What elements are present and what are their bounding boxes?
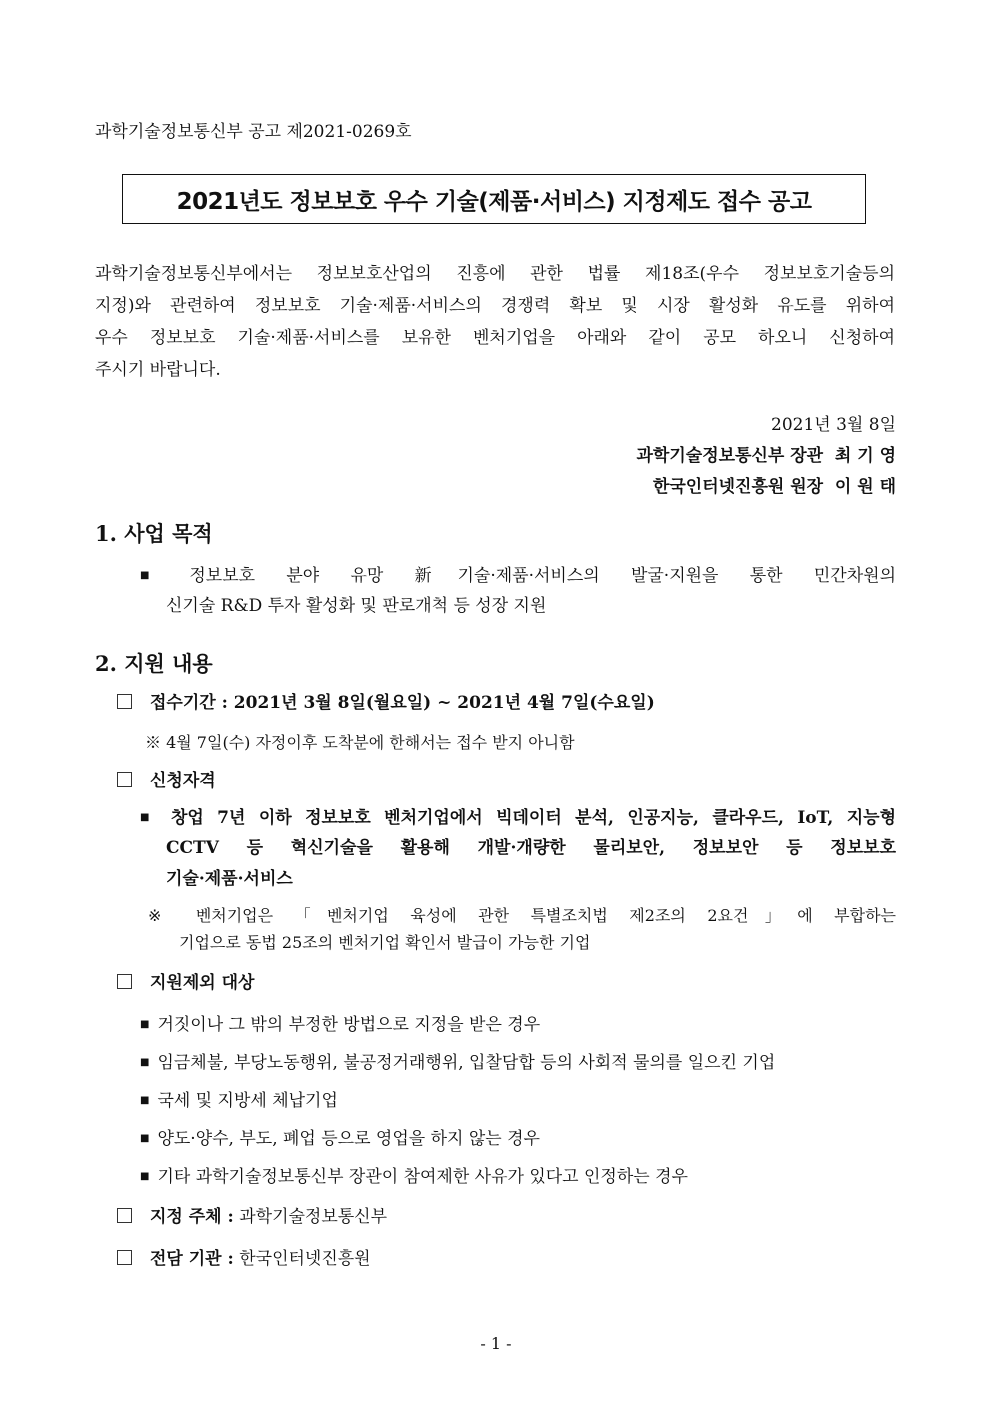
period-note: ※ 4월 7일(수) 자정이후 도착분에 한해서는 접수 받지 아니함: [145, 733, 575, 752]
period-item: [117, 688, 655, 713]
exclusion-list-item: ■ 양도·양수, 부도, 폐업 등으로 영업을 하지 않는 경우: [140, 1129, 540, 1149]
square-bullet-icon: ■: [140, 1019, 150, 1030]
section-heading-purpose: 1. 사업 목적: [95, 521, 213, 546]
empty-checkbox-icon: [117, 772, 132, 787]
square-bullet-icon: ■: [140, 1057, 150, 1068]
signatory-minister: 과학기술정보통신부 장관 최 기 영: [636, 446, 896, 466]
page-number: - 1 -: [480, 1334, 512, 1353]
note-line: 기업으로 동법 25조의 벤처기업 확인서 발급이 가능한 기업: [179, 933, 591, 952]
purpose-line: 정보보호 분야 유망 新기술·제품·서비스의 발굴·지원을 통한 민간차원의: [189, 566, 896, 586]
signatory-kisa: 한국인터넷진흥원 원장 이 원 태: [652, 477, 896, 497]
designator-value: 과학기술정보통신부: [239, 1207, 388, 1227]
exclusion-list-item: ■ 국세 및 지방세 체납기업: [140, 1091, 338, 1111]
intro-line: 과학기술정보통신부에서는 정보보호산업의 진흥에 관한 법률 제18조(우수 정보보호기술등의: [95, 264, 895, 284]
eligibility-line: CCTV 등 혁신기술을 활용해 개발·개량한 물리보안, 정보보안 등 정보보호: [166, 838, 896, 858]
notice-number: 과학기술정보통신부 공고 제2021-0269호: [95, 122, 412, 142]
square-bullet-icon: ■: [140, 1171, 150, 1182]
square-bullet-icon: ■: [140, 1133, 150, 1144]
period-text: 접수기간 : 2021년 3월 8일(월요일) ~ 2021년 4월 7일(수요일): [150, 693, 655, 713]
section-heading-support: 2. 지원 내용: [95, 651, 213, 676]
square-bullet-icon: ■: [140, 1095, 150, 1106]
title-box: [122, 174, 866, 224]
empty-checkbox-icon: [117, 1208, 132, 1223]
document-title: 2021년도 정보보호 우수 기술(제품·서비스) 지정제도 접수 공고: [176, 188, 812, 215]
purpose-bullet: [140, 560, 896, 622]
designator-label: 지정 주체 :: [150, 1207, 234, 1227]
exclusion-list-item: ■ 거짓이나 그 밖의 부정한 방법으로 지정을 받은 경우: [140, 1015, 541, 1035]
exclusion-list-item: ■ 기타 과학기술정보통신부 장관이 참여제한 사유가 있다고 인정하는 경우: [140, 1167, 688, 1187]
agency-item: [117, 1244, 371, 1269]
intro-line: 우수 정보보호 기술·제품·서비스를 보유한 벤처기업을 아래와 같이 공모 하오니 신청하여: [95, 328, 895, 348]
note-marker: ※: [148, 906, 178, 925]
eligibility-line: 창업 7년 이하 정보보호 벤처기업에서 빅데이터 분석, 인공지능, 클라우드, IoT, 지능형: [170, 808, 897, 828]
eligibility-label: 신청자격: [150, 771, 216, 791]
empty-checkbox-icon: [117, 1250, 132, 1265]
eligibility-line: 기술·제품·서비스: [166, 869, 293, 889]
note-line: 벤처기업은 「벤처기업 육성에 관한 특별조치법 제2조의 2요건」에 부합하는: [195, 906, 897, 925]
square-bullet-icon: ■: [140, 570, 176, 581]
exclusion-label: 지원제외 대상: [150, 973, 255, 993]
intro-line: 지정)와 관련하여 정보보호 기술·제품·서비스의 경쟁력 확보 및 시장 활성화 유도를 위하여: [95, 296, 895, 316]
designator-item: [117, 1202, 387, 1227]
empty-checkbox-icon: [117, 694, 132, 709]
purpose-line: 신기술 R&D 투자 활성화 및 판로개척 등 성장 지원: [166, 596, 547, 616]
eligibility-item: [117, 766, 216, 791]
exclusion-item: [117, 968, 254, 993]
empty-checkbox-icon: [117, 974, 132, 989]
square-bullet-icon: ■: [140, 812, 157, 823]
agency-value: 한국인터넷진흥원: [239, 1249, 371, 1269]
intro-line: 주시기 바랍니다.: [95, 360, 221, 380]
eligibility-note: [148, 902, 896, 956]
agency-label: 전담 기관 :: [150, 1249, 234, 1269]
intro-paragraph: [95, 258, 895, 386]
issue-date: 2021년 3월 8일: [771, 415, 896, 435]
eligibility-bullet: [140, 802, 896, 895]
exclusion-list-item: ■ 임금체불, 부당노동행위, 불공정거래행위, 입찰담합 등의 사회적 물의를 일으킨 기업: [140, 1053, 776, 1073]
